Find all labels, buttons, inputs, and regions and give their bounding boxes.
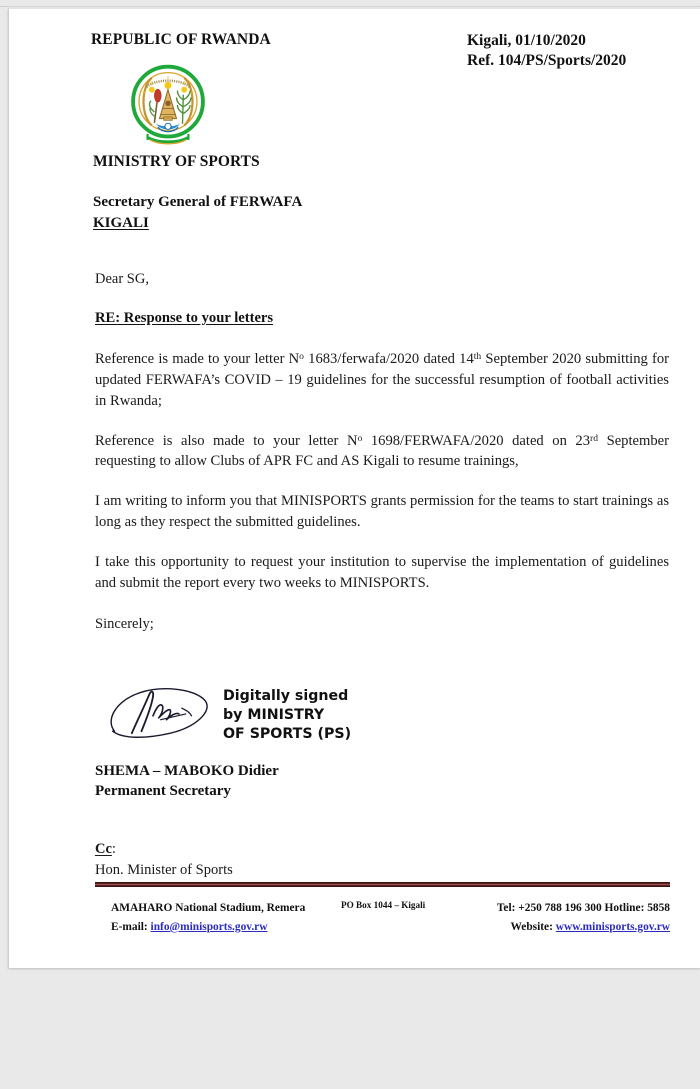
cc-recipient: Hon. Minister of Sports (95, 862, 233, 879)
cc-block (95, 839, 595, 881)
letter-body (95, 271, 669, 633)
paragraph-2-sup2: rd (590, 432, 599, 444)
paragraph-3: I am writing to inform you that MINISPORTS grants permission for the teams to start trainings as long as they respect the submitted guidelines. (95, 493, 669, 531)
closing-line: Sincerely; (95, 615, 154, 632)
paragraph-1-part2: 1683/ferwafa/2020 dated 14 (303, 351, 474, 367)
digital-stamp-line-3: OF SPORTS (PS) (223, 725, 352, 742)
digital-stamp-line-2: by MINISTRY (223, 706, 325, 723)
letter-page (8, 8, 700, 968)
paragraph-1 (95, 349, 669, 412)
reference-block (467, 31, 626, 71)
reference-number: Ref. 104/PS/Sports/2020 (467, 51, 627, 69)
cc-colon: : (111, 841, 116, 857)
paragraph-2-sup1: o (357, 432, 363, 444)
paragraph-1-sup1: o (299, 350, 304, 362)
footer-address-column (111, 899, 305, 937)
paragraph-2-part1: Reference is also made to your letter N (95, 432, 358, 449)
footer-email-link[interactable]: info@minisports.gov.rw (150, 920, 268, 933)
signer-block (95, 761, 279, 802)
paragraph-2 (95, 431, 669, 473)
subject-line: RE: Response to your letters (95, 310, 274, 326)
paragraph-1-part3: September 2020 submitting for updated FERWAFA’s COVID – 19 guidelines for the successful resumption of football activities in Rwanda; (95, 351, 669, 409)
footer-email-row (111, 918, 305, 937)
addressee-line: Secretary General of FERWAFA (93, 194, 303, 210)
footer-email-label: E-mail: (111, 920, 151, 933)
paragraph-4: I take this opportunity to request your institution to supervise the implementation of guidelines and submit the report every two weeks to MINISPORTS. (95, 554, 669, 591)
footer-contact-column (465, 899, 670, 937)
cc-heading (95, 839, 595, 860)
viewer-top-strip (0, 0, 700, 7)
rwanda-coat-of-arms-icon (125, 59, 211, 151)
footer-pobox: PO Box 1044 – Kigali (341, 900, 426, 910)
salutation: Dear SG, (95, 271, 149, 287)
signer-title: Permanent Secretary (95, 783, 231, 800)
paragraph-2-part2: 1698/FERWAFA/2020 dated on 23 (362, 432, 591, 449)
footer-address: AMAHARO National Stadium, Remera (111, 902, 306, 914)
digital-stamp-line-1: Digitally signed (223, 688, 349, 704)
footer (95, 897, 670, 939)
paragraph-2-part3: September requesting to allow Clubs of APR FC and AS Kigali to resume trainings, (95, 432, 669, 470)
republic-title: REPUBLIC OF RWANDA (91, 31, 271, 48)
handwritten-signature-icon (103, 677, 228, 747)
footer-phone: Tel: +250 788 196 300 Hotline: 5858 (496, 902, 670, 914)
signer-name: SHEMA – MABOKO Didier (95, 763, 279, 779)
cc-label: Cc (95, 841, 112, 857)
place-and-date: Kigali, 01/10/2020 (467, 32, 586, 49)
ministry-title: MINISTRY OF SPORTS (93, 153, 260, 170)
footer-website-row (465, 918, 670, 937)
paragraph-1-sup2: th (473, 350, 482, 362)
addressee-block (93, 192, 302, 233)
paragraph-1-part1: Reference is made to your letter N (95, 351, 300, 367)
digital-signature-stamp (223, 687, 351, 744)
footer-website-link[interactable]: www.minisports.gov.rw (555, 920, 670, 933)
signature-block (95, 677, 515, 807)
footer-divider (95, 882, 670, 887)
addressee-city: KIGALI (93, 214, 149, 231)
footer-website-label: Website: (510, 920, 556, 933)
